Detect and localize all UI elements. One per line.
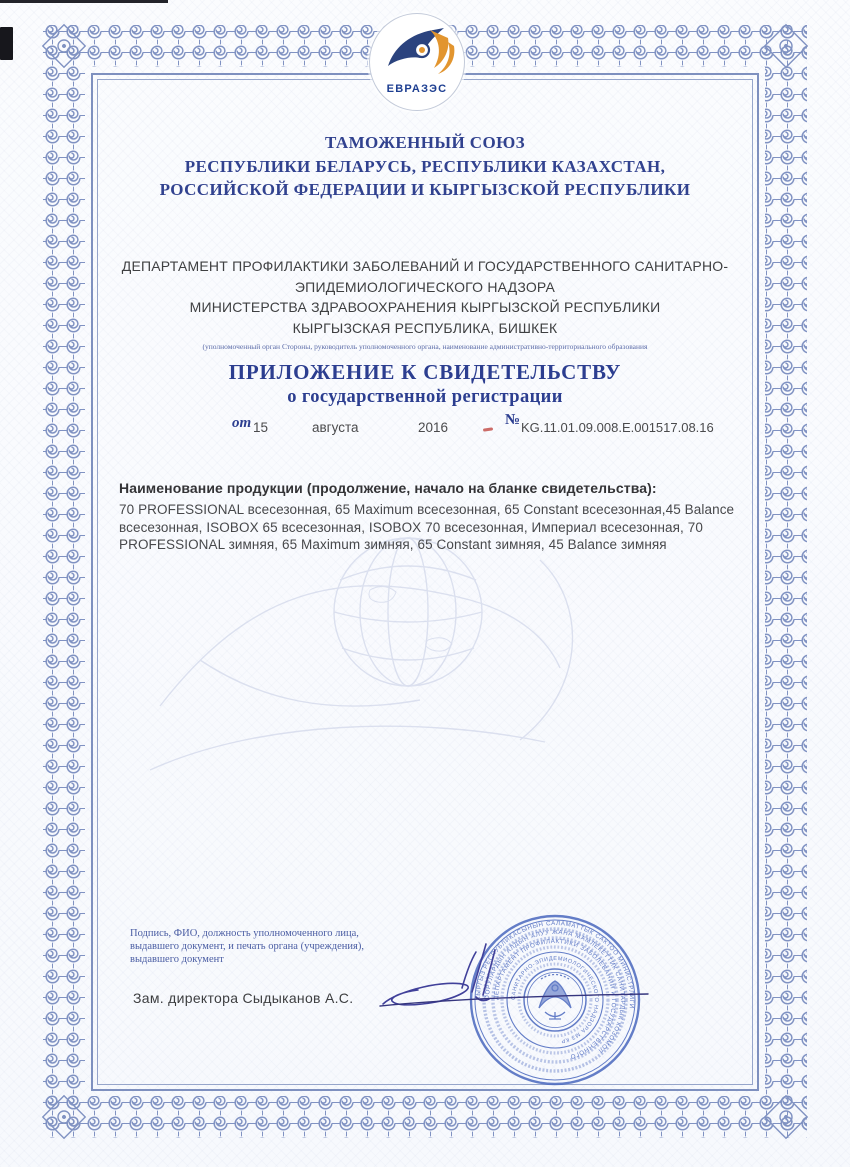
- eurasec-emblem: [370, 14, 464, 110]
- stamp-emblem-icon: [539, 975, 571, 1020]
- signature-caption: [130, 927, 364, 966]
- signature-caption-line-1: Подпись, ФИО, должность уполномоченного лица,: [130, 928, 359, 939]
- header-line-1: ТАМОЖЕННЫЙ СОЮЗ: [325, 133, 525, 152]
- date-year: 2016: [418, 420, 449, 435]
- official-stamp: [471, 916, 639, 1084]
- issuer-line-3: МИНИСТЕРСТВА ЗДРАВООХРАНЕНИЯ КЫРГЫЗСКОЙ РЕСПУБЛИКИ: [189, 299, 661, 315]
- signature-caption-line-3: выдавшего документ: [130, 954, 224, 965]
- red-pen-mark: [483, 427, 493, 431]
- doc-title-line-2: о государственной регистрации: [287, 387, 563, 407]
- doc-title-line-1: ПРИЛОЖЕНИЕ К СВИДЕТЕЛЬСТВУ: [228, 360, 622, 384]
- globe-watermark: [150, 538, 572, 770]
- product-line-1: 70 PROFESSIONAL всесезонная, 65 Maximum всесезонная, 65 Constant всесезонная,45 Balance: [119, 502, 735, 517]
- handwritten-signature: [380, 944, 648, 1006]
- customs-union-header: [0, 131, 850, 202]
- number-label: №: [505, 412, 521, 428]
- product-text: [119, 501, 759, 554]
- issuer-line-4: КЫРГЫЗСКАЯ РЕСПУБЛИКА, БИШКЕК: [292, 319, 558, 336]
- signature-caption-line-2: выдавшего документ, и печать органа (учреждения),: [130, 941, 364, 952]
- issuer-caption: (уполномоченный орган Стороны, руководитель уполномоченного органа, наименование административно-территориального образования: [202, 342, 648, 351]
- date-day: 15: [253, 420, 269, 435]
- registration-number: KG.11.01.09.008.E.001517.08.16: [521, 420, 714, 435]
- stamp-ring-1: КЫРГЫЗ РЕСПУБЛИКАСЫНЫН САЛАМАТТЫК САКТОО МИНИСТРЛИГИ: [474, 919, 636, 1010]
- border-bottom: [43, 1096, 807, 1138]
- date-month: августа: [312, 420, 359, 435]
- signer-name: Зам. директора Сыдыканов А.С.: [133, 990, 354, 1006]
- issuer-block: [0, 256, 850, 338]
- header-line-3: РОССИЙСКОЙ ФЕДЕРАЦИИ И КЫРГЫЗСКОЙ РЕСПУБЛИКИ: [159, 180, 691, 199]
- scan-artifact-line: [0, 0, 168, 3]
- product-line-2: всесезонная, ISOBOX 65 всесезонная, ISOBOX 70 всесезонная, Империал всесезонная, 70: [119, 519, 703, 535]
- product-line-3: PROFESSIONAL зимняя, 65 Maximum зимняя, 65 Constant зимняя, 45 Balance зимняя: [119, 537, 667, 552]
- issuer-line-2: ЭПИДЕМИОЛОГИЧЕСКОГО НАДЗОРА: [294, 278, 556, 295]
- eurasec-logo: [369, 13, 465, 111]
- logo-label: ЕВРАЗЭС: [386, 83, 448, 95]
- issuer-line-1: ДЕПАРТАМЕНТ ПРОФИЛАКТИКИ ЗАБОЛЕВАНИЙ И ГОСУДАРСТВЕННОГО САНИТАРНО-: [121, 258, 729, 274]
- product-heading: Наименование продукции (продолжение, начало на бланке свидетельства):: [119, 480, 657, 496]
- stamp-ring-4: САНИТАРНО-ЭПИДЕМИОЛОГИЧЕСКОГО НАДЗОРА МЗ КР: [510, 955, 600, 1044]
- header-line-2: РЕСПУБЛИКИ БЕЛАРУСЬ, РЕСПУБЛИКИ КАЗАХСТАН,: [184, 156, 666, 176]
- stamp-ring-3: ДЕПАРТАМЕНТ ПРОФИЛАКТИКИ ЗАБОЛЕВАНИЙ И ГОСУДАРСТВЕННОГО: [492, 937, 618, 1060]
- scan-artifact-blob: [0, 27, 13, 60]
- stamp-ring-2: ООРУЛАРДЫН АЛДЫН АЛУУ ЖАНА МАМЛЕКЕТТИК САНИТАРДЫК КОЗОМОЛ: [483, 928, 627, 1055]
- date-from-label: от: [232, 415, 252, 431]
